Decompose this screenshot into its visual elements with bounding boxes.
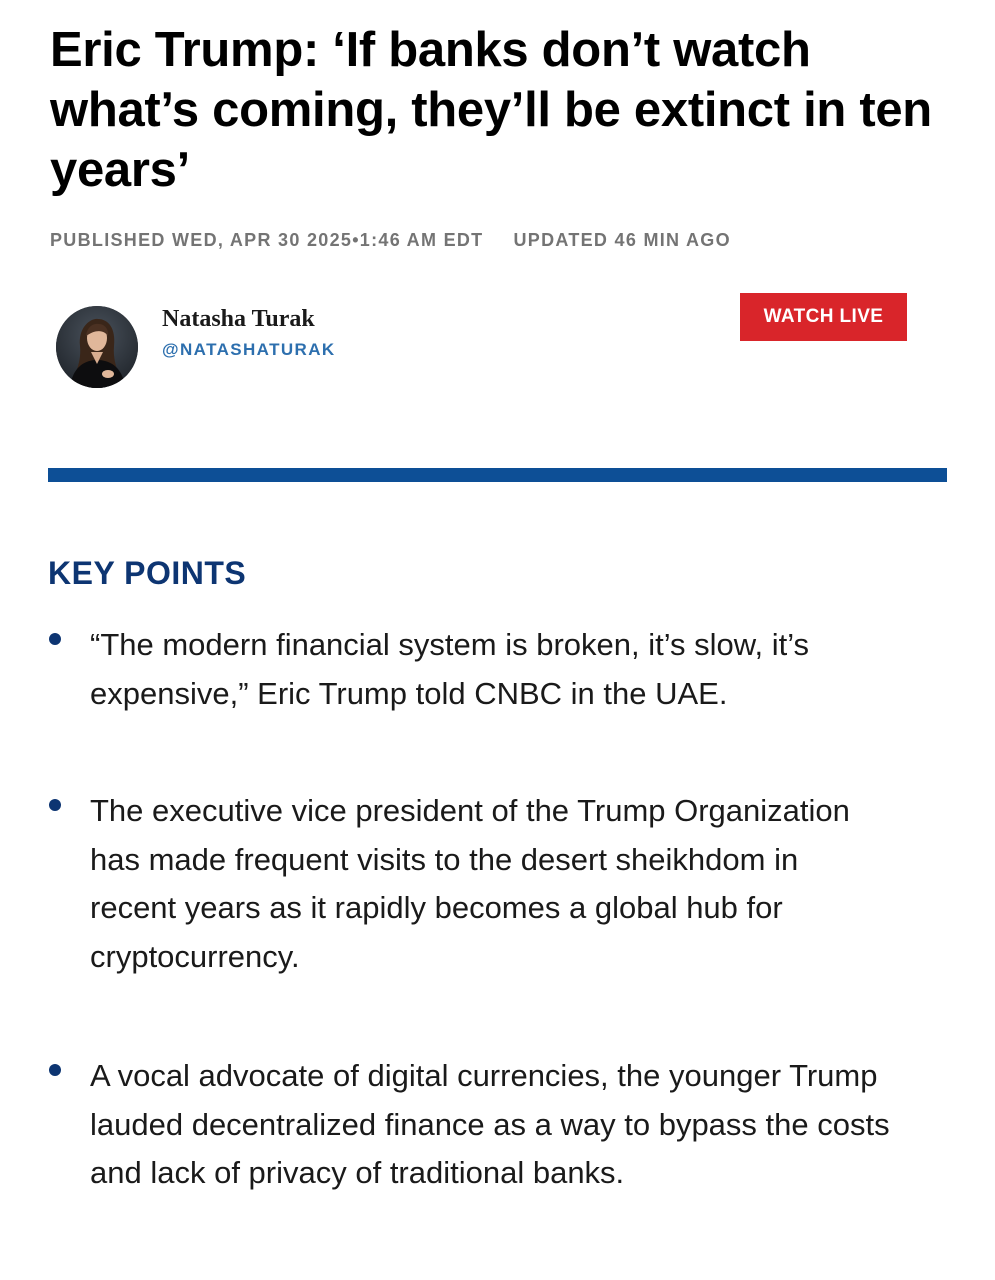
article-headline: Eric Trump: ‘If banks don’t watch what’s coming, they’ll be extinct in ten years’	[50, 23, 932, 197]
bullet-icon	[49, 799, 61, 811]
watch-live-button[interactable]: WATCH LIVE	[740, 293, 907, 341]
author-avatar[interactable]	[56, 306, 138, 388]
updated-time: UPDATED 46 MIN AGO	[513, 230, 731, 250]
key-point-text: “The modern financial system is broken, it’s slow, it’s expensive,” Eric Trump told CNBC in the UAE.	[90, 627, 810, 711]
section-divider	[48, 468, 947, 482]
author-twitter-handle[interactable]: @NATASHATURAK	[162, 340, 336, 359]
published-date: PUBLISHED WED, APR 30 2025•1:46 AM EDT	[50, 230, 484, 250]
bullet-icon	[49, 633, 61, 645]
author-name[interactable]: Natasha Turak	[162, 306, 315, 332]
key-point-text: The executive vice president of the Trump Organization has made frequent visits to the desert sheikhdom in recent years as it rapidly becomes a global hub for cryptocurrency.	[90, 793, 850, 974]
author-byline	[56, 306, 476, 390]
article-timestamp	[50, 230, 950, 251]
key-point-text: A vocal advocate of digital currencies, the younger Trump lauded decentralized finance as a way to bypass the costs and lack of privacy of traditional banks.	[90, 1058, 890, 1190]
key-points-title: KEY POINTS	[48, 555, 247, 591]
author-photo-icon	[56, 306, 138, 388]
bullet-icon	[49, 1064, 61, 1076]
